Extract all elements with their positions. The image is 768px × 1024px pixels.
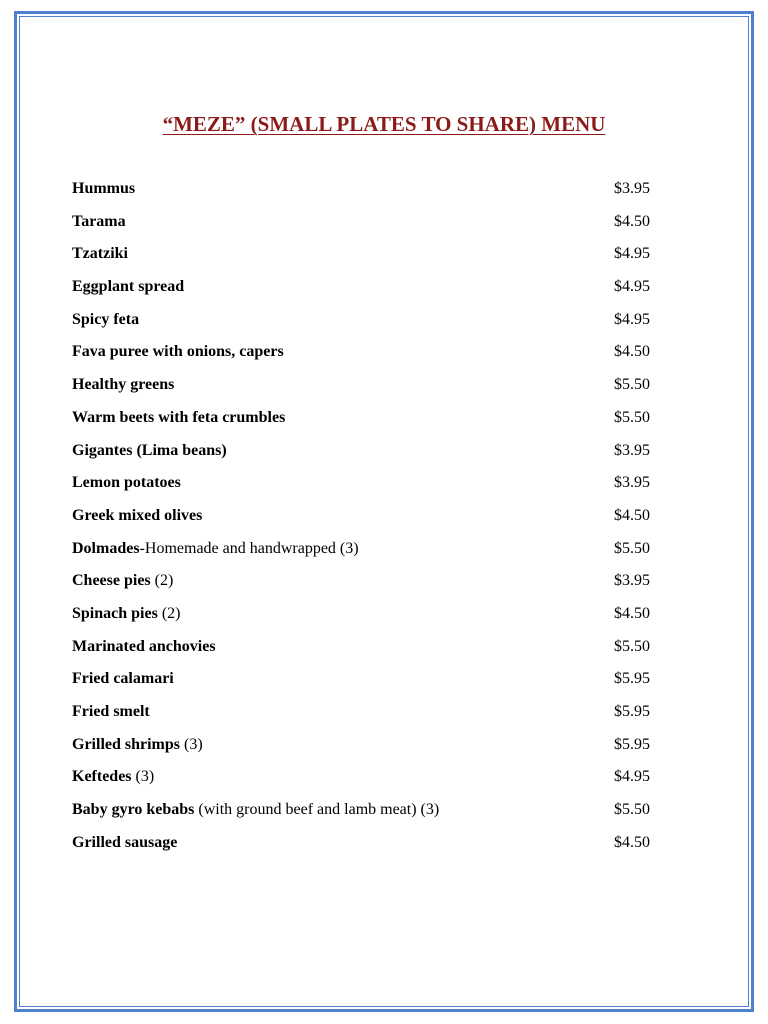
menu-item-price: $4.95 bbox=[614, 768, 650, 786]
menu-item bbox=[72, 668, 672, 701]
menu-item bbox=[72, 505, 672, 538]
menu-item-name: Fried calamari bbox=[72, 670, 174, 688]
menu-title: “MEZE” (SMALL PLATES TO SHARE) MENU bbox=[162, 112, 606, 136]
menu-item-price: $3.95 bbox=[614, 180, 650, 197]
menu-item-name: Marinated anchovies bbox=[72, 637, 216, 655]
menu-item-note: (2) bbox=[150, 572, 174, 590]
menu-item bbox=[72, 701, 672, 734]
menu-item-price: $4.50 bbox=[614, 343, 650, 361]
menu-item bbox=[72, 538, 672, 571]
menu-item bbox=[72, 440, 672, 473]
menu-item-price: $4.95 bbox=[614, 245, 650, 263]
menu-item-note: (3) bbox=[131, 768, 155, 786]
menu-item-price: $4.50 bbox=[614, 506, 650, 524]
menu-item-name: Keftedes bbox=[72, 768, 132, 786]
menu-item bbox=[72, 341, 672, 374]
menu-item-name: Grilled shrimps bbox=[72, 735, 181, 753]
menu-item-price: $5.50 bbox=[614, 408, 650, 426]
menu-item-price: $3.95 bbox=[614, 572, 650, 590]
menu-item-name: Warm beets with feta crumbles bbox=[72, 408, 286, 426]
menu-item-name: Tzatziki bbox=[72, 245, 128, 263]
menu-item bbox=[72, 832, 672, 865]
menu-item-price: $4.50 bbox=[614, 833, 650, 851]
menu-item bbox=[72, 276, 672, 309]
menu-item-name: Healthy greens bbox=[72, 376, 175, 394]
menu-item bbox=[72, 472, 672, 505]
menu-item-price: $5.95 bbox=[614, 703, 650, 720]
menu-item-name: Cheese pies bbox=[72, 572, 151, 590]
menu-item-price: $5.95 bbox=[614, 735, 650, 753]
menu-item-name: Grilled sausage bbox=[72, 833, 178, 851]
menu-item-name: Fried smelt bbox=[72, 703, 150, 720]
menu-item-note: -Homemade and handwrapped (3) bbox=[139, 539, 359, 557]
menu-item-price: $4.95 bbox=[614, 310, 650, 328]
menu-item bbox=[72, 766, 672, 799]
menu-item bbox=[72, 243, 672, 276]
menu-item-name: Baby gyro kebabs bbox=[72, 801, 195, 819]
menu-item-price: $5.50 bbox=[614, 376, 650, 394]
menu-item-name: Eggplant spread bbox=[72, 278, 185, 296]
menu-item-note: (2) bbox=[157, 604, 181, 622]
menu-item bbox=[72, 570, 672, 603]
menu-item-name: Gigantes (Lima beans) bbox=[72, 441, 227, 459]
menu-item-price: $4.95 bbox=[614, 278, 650, 296]
menu-item-name: Tarama bbox=[72, 212, 126, 230]
menu-item-note: (with ground beef and lamb meat) (3) bbox=[194, 801, 440, 819]
menu-item bbox=[72, 734, 672, 767]
menu-item-name: Greek mixed olives bbox=[72, 506, 203, 524]
menu-item bbox=[72, 374, 672, 407]
menu-item bbox=[72, 178, 672, 211]
menu-item bbox=[72, 799, 672, 832]
menu-item-price: $3.95 bbox=[614, 441, 650, 459]
menu-item bbox=[72, 636, 672, 669]
menu-item bbox=[72, 407, 672, 440]
menu-list bbox=[72, 178, 672, 864]
menu-item bbox=[72, 603, 672, 636]
menu-item-price: $5.50 bbox=[614, 637, 650, 655]
menu-item-note: (3) bbox=[180, 735, 203, 753]
menu-item-name: Fava puree with onions, capers bbox=[72, 343, 284, 361]
menu-item-name: Spicy feta bbox=[72, 310, 140, 328]
menu-item bbox=[72, 211, 672, 244]
menu-item-price: $5.95 bbox=[614, 670, 650, 688]
menu-item-price: $3.95 bbox=[614, 474, 650, 492]
menu-item-price: $4.50 bbox=[614, 604, 650, 622]
menu-item-price: $4.50 bbox=[614, 212, 650, 230]
menu-item-name: Dolmades bbox=[72, 539, 140, 557]
menu-item-name: Lemon potatoes bbox=[72, 474, 181, 492]
menu-item-price: $5.50 bbox=[614, 539, 650, 557]
menu-item-price: $5.50 bbox=[614, 801, 650, 819]
menu-item-name: Spinach pies bbox=[72, 604, 158, 622]
menu-item-name: Hummus bbox=[72, 180, 136, 197]
menu-item bbox=[72, 309, 672, 342]
